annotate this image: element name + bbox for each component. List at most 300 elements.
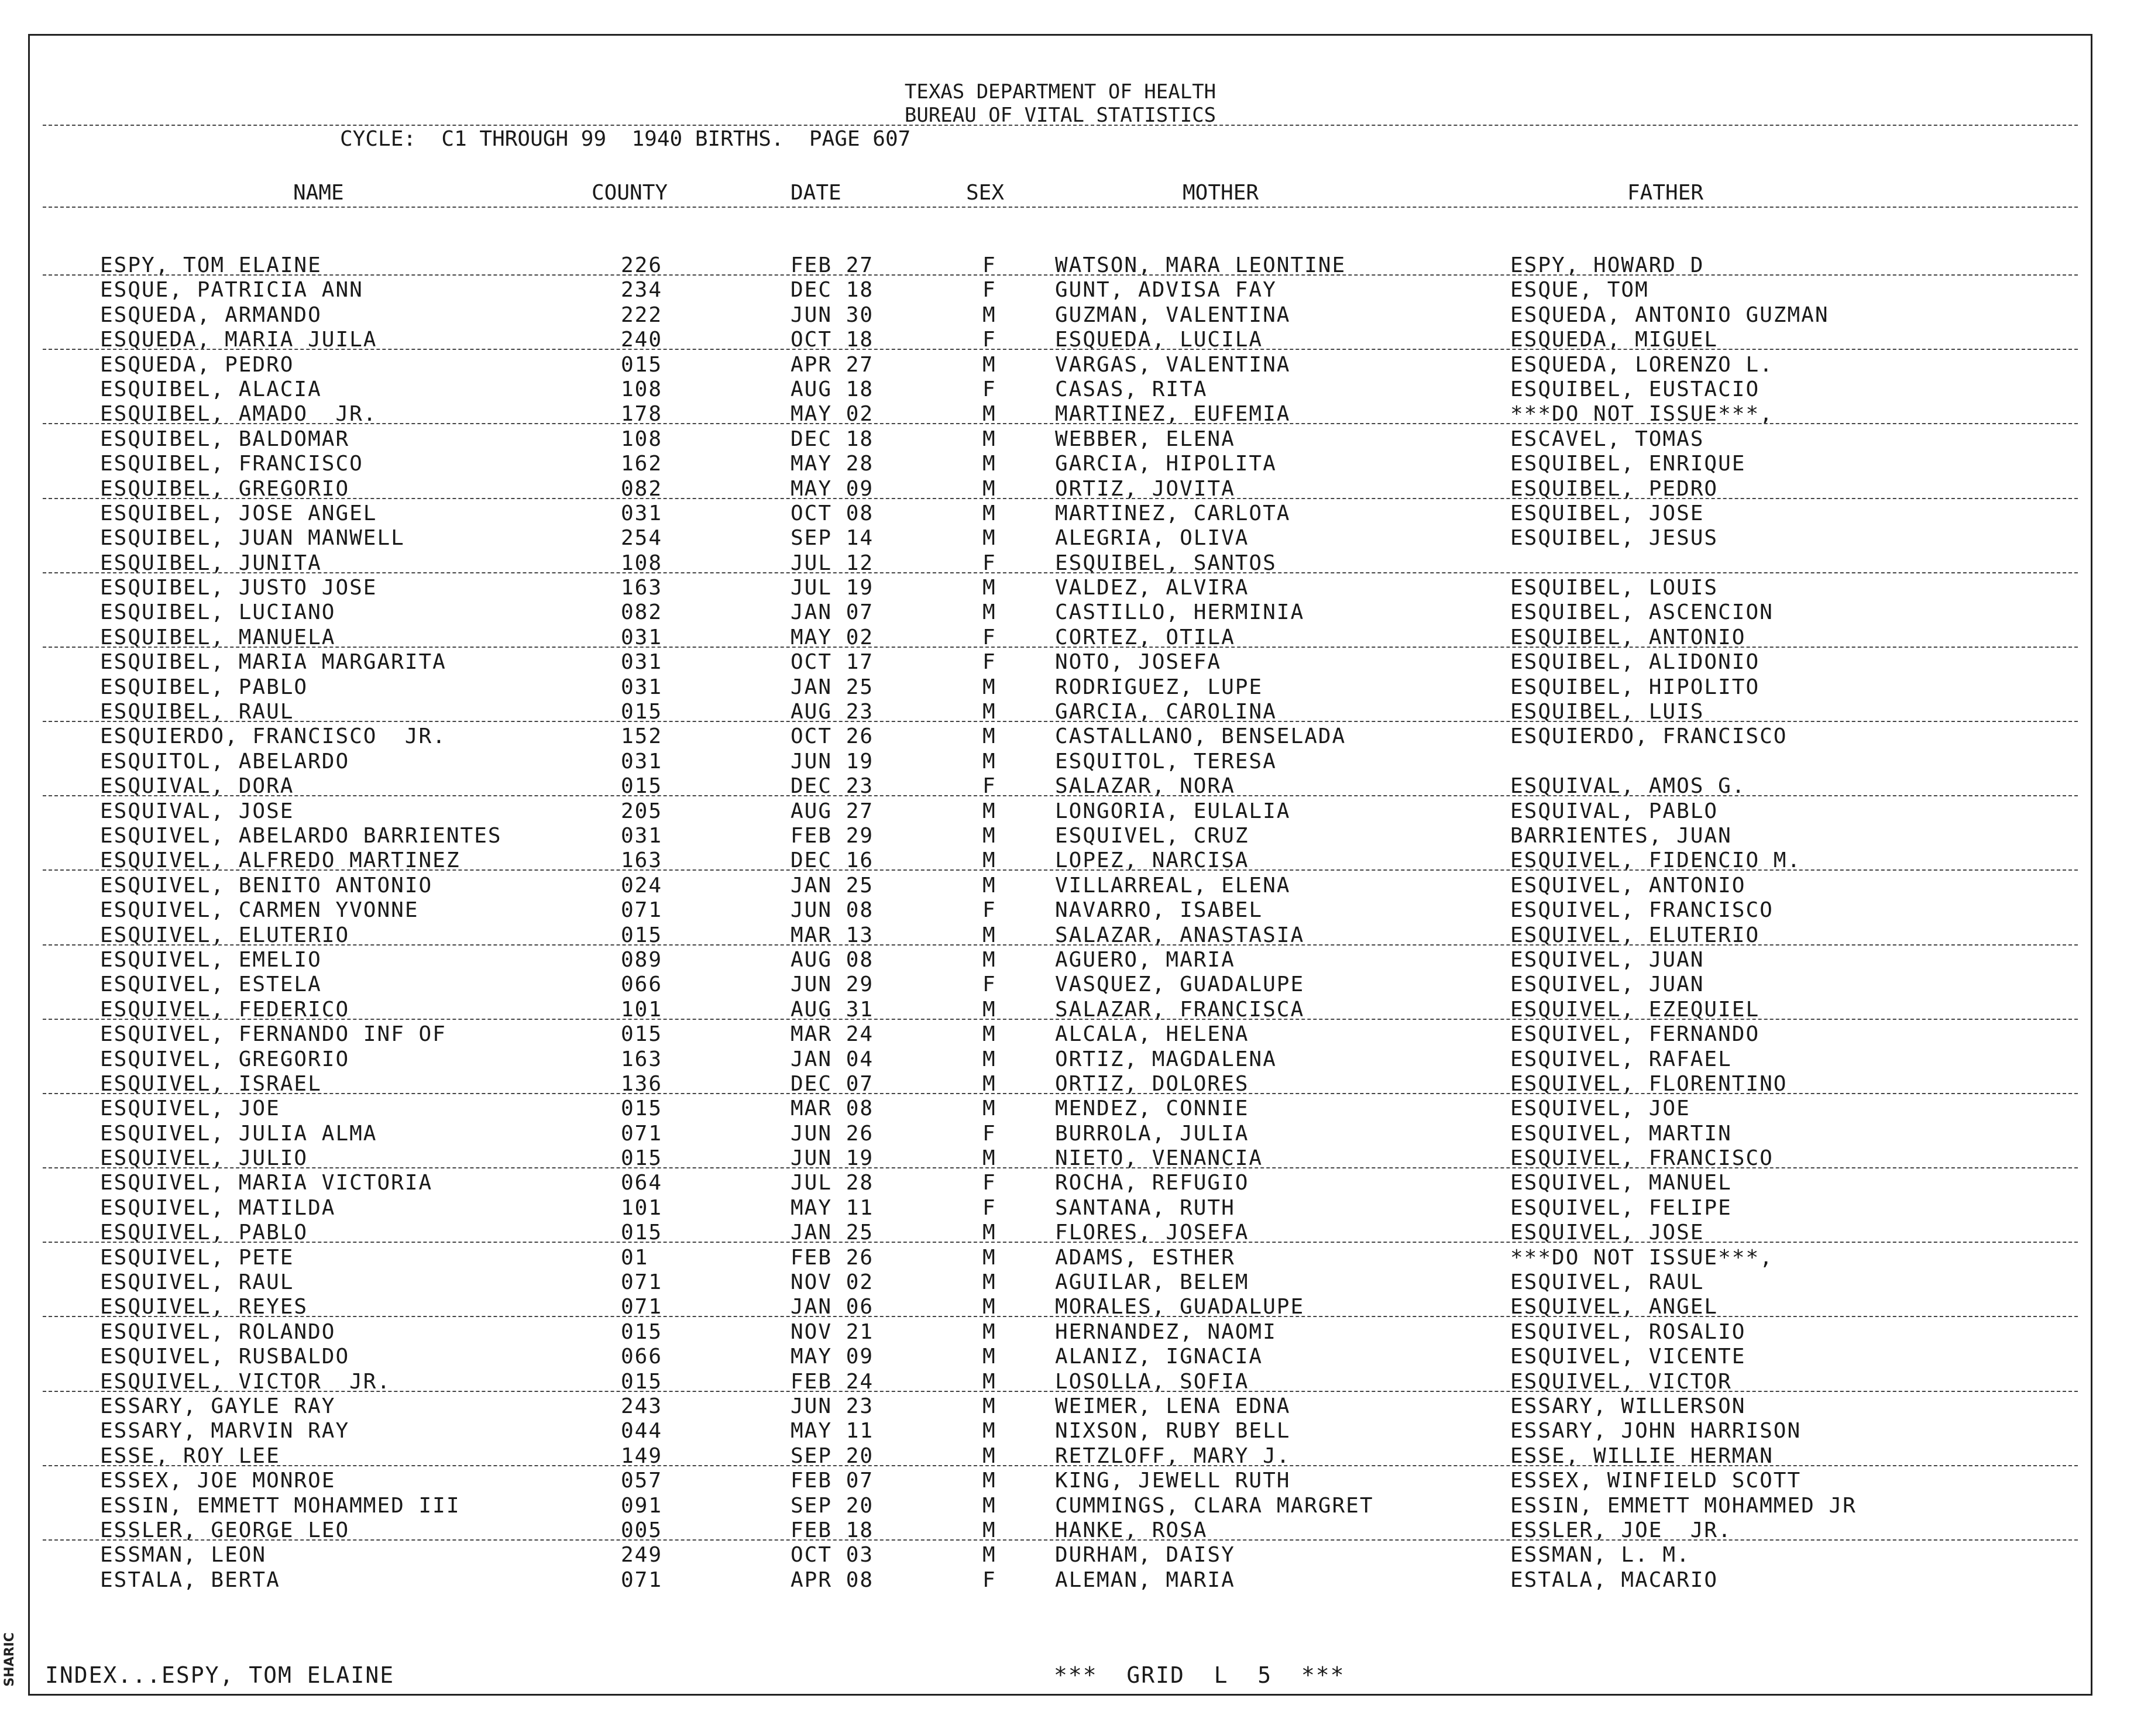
record-sex: F	[982, 1195, 996, 1220]
record-date: OCT 18	[791, 328, 874, 352]
record-county: 162	[621, 452, 663, 476]
record-date: MAR 08	[791, 1096, 874, 1121]
record-name: ESQUIVEL, ABELARDO BARRIENTES	[100, 823, 502, 848]
record-sex: M	[982, 1543, 996, 1567]
record-county: 031	[621, 625, 663, 649]
row-divider	[43, 647, 2078, 648]
record-name: ESQUIVEL, PABLO	[100, 1221, 308, 1245]
col-header-sex: SEX	[966, 181, 1005, 205]
record-father: ESQUIBEL, ENRIQUE	[1510, 452, 1746, 476]
record-date: MAY 28	[791, 452, 874, 476]
record-father: ***DO NOT ISSUE***,	[1510, 1245, 1774, 1270]
record-mother: NIXSON, RUBY BELL	[1055, 1419, 1291, 1443]
record-date: NOV 02	[791, 1270, 874, 1295]
record-name: ESQUE, PATRICIA ANN	[100, 278, 363, 302]
record-row	[30, 576, 2091, 600]
record-father: ESQUIVEL, VICTOR	[1510, 1369, 1732, 1394]
record-county: 226	[621, 253, 663, 277]
record-name: ESQUIBEL, MANUELA	[100, 625, 336, 649]
record-row	[30, 278, 2091, 302]
cycle-line: CYCLE: C1 THROUGH 99 1940 BIRTHS. PAGE 607	[340, 127, 911, 151]
record-father: ESSIN, EMMETT MOHAMMED JR	[1510, 1493, 1857, 1518]
record-mother: ORTIZ, MAGDALENA	[1055, 1047, 1277, 1071]
record-row	[30, 427, 2091, 452]
record-county: 031	[621, 675, 663, 699]
record-row	[30, 1072, 2091, 1096]
record-mother: KING, JEWELL RUTH	[1055, 1469, 1291, 1493]
record-county: 234	[621, 278, 663, 302]
header-divider	[43, 207, 2078, 208]
record-county: 101	[621, 997, 663, 1022]
record-sex: M	[982, 476, 996, 501]
record-sex: F	[982, 278, 996, 302]
record-sex: M	[982, 799, 996, 823]
col-header-date: DATE	[791, 181, 841, 205]
record-name: ESQUIBEL, FRANCISCO	[100, 452, 363, 476]
record-date: DEC 18	[791, 427, 874, 451]
record-name: ESQUIVEL, ROLANDO	[100, 1319, 336, 1344]
record-name: ESSMAN, LEON	[100, 1543, 267, 1567]
record-date: FEB 07	[791, 1469, 874, 1493]
record-sex: M	[982, 1469, 996, 1493]
record-county: 089	[621, 947, 663, 972]
record-sex: M	[982, 1319, 996, 1344]
record-county: 243	[621, 1394, 663, 1418]
record-date: OCT 03	[791, 1543, 874, 1567]
footer-index: INDEX...ESPY, TOM ELAINE	[45, 1662, 395, 1688]
record-sex: F	[982, 625, 996, 649]
record-date: JUN 30	[791, 302, 874, 327]
record-county: 015	[621, 923, 663, 947]
record-mother: NOTO, JOSEFA	[1055, 650, 1222, 675]
record-sex: M	[982, 1518, 996, 1542]
col-header-father: FATHER	[1627, 181, 1704, 205]
row-divider	[43, 423, 2078, 424]
record-date: AUG 31	[791, 997, 874, 1022]
record-row	[30, 948, 2091, 972]
record-father: ESQUIVEL, FRANCISCO	[1510, 898, 1774, 923]
records-list	[30, 253, 2091, 1593]
record-county: 031	[621, 501, 663, 525]
record-name: ESQUIBEL, JOSE ANGEL	[100, 501, 377, 525]
record-county: 163	[621, 576, 663, 600]
record-father: ESQUEDA, MIGUEL	[1510, 328, 1719, 352]
record-name: ESQUITOL, ABELARDO	[100, 749, 350, 774]
record-name: ESSE, ROY LEE	[100, 1443, 280, 1468]
record-father: ESQUIVEL, JOE	[1510, 1096, 1690, 1121]
record-sex: F	[982, 551, 996, 575]
record-mother: SANTANA, RUTH	[1055, 1195, 1235, 1220]
record-name: ESQUIBEL, GREGORIO	[100, 476, 350, 501]
record-mother: CASTILLO, HERMINIA	[1055, 600, 1305, 625]
record-father: ESQUEDA, LORENZO L.	[1510, 352, 1774, 377]
record-name: ESQUIBEL, ALACIA	[100, 377, 322, 401]
record-father: ESSARY, WILLERSON	[1510, 1394, 1746, 1418]
record-name: ESQUIVEL, CARMEN YVONNE	[100, 898, 419, 923]
record-county: 057	[621, 1469, 663, 1493]
record-date: OCT 08	[791, 501, 874, 525]
record-county: 015	[621, 1221, 663, 1245]
record-county: 015	[621, 352, 663, 377]
record-name: ESSIN, EMMETT MOHAMMED III	[100, 1493, 461, 1518]
record-sex: M	[982, 501, 996, 525]
record-county: 108	[621, 377, 663, 401]
record-date: OCT 17	[791, 650, 874, 675]
record-date: FEB 29	[791, 823, 874, 848]
record-mother: ALEMAN, MARIA	[1055, 1567, 1235, 1592]
record-row	[30, 750, 2091, 774]
record-date: JAN 25	[791, 675, 874, 699]
record-name: ESQUIVEL, ESTELA	[100, 972, 322, 997]
record-date: SEP 14	[791, 526, 874, 551]
record-sex: F	[982, 1121, 996, 1146]
record-row	[30, 1444, 2091, 1469]
record-mother: ORTIZ, JOVITA	[1055, 476, 1235, 501]
record-row	[30, 625, 2091, 650]
record-mother: LOPEZ, NARCISA	[1055, 848, 1249, 873]
record-county: 071	[621, 898, 663, 923]
record-father: ESSE, WILLIE HERMAN	[1510, 1443, 1774, 1468]
record-date: MAY 11	[791, 1419, 874, 1443]
record-county: 091	[621, 1493, 663, 1518]
record-sex: M	[982, 526, 996, 551]
record-date: FEB 18	[791, 1518, 874, 1542]
record-mother: LOSOLLA, SOFIA	[1055, 1369, 1249, 1394]
record-date: OCT 26	[791, 724, 874, 749]
row-divider	[43, 1242, 2078, 1243]
record-row	[30, 1394, 2091, 1419]
record-mother: CORTEZ, OTILA	[1055, 625, 1235, 649]
record-mother: BURROLA, JULIA	[1055, 1121, 1249, 1146]
record-mother: ALCALA, HELENA	[1055, 1022, 1249, 1047]
record-name: ESSARY, GAYLE RAY	[100, 1394, 336, 1418]
record-row	[30, 353, 2091, 377]
record-name: ESQUIVEL, MARIA VICTORIA	[100, 1171, 433, 1195]
record-father: ESQUIERDO, FRANCISCO	[1510, 724, 1788, 749]
record-row	[30, 328, 2091, 352]
record-county: 031	[621, 650, 663, 675]
record-sex: M	[982, 1221, 996, 1245]
record-name: ESQUIVEL, FEDERICO	[100, 997, 350, 1022]
record-mother: MARTINEZ, CARLOTA	[1055, 501, 1291, 525]
record-name: ESQUIVAL, JOSE	[100, 799, 294, 823]
record-county: 178	[621, 402, 663, 427]
record-sex: M	[982, 1493, 996, 1518]
record-mother: ROCHA, REFUGIO	[1055, 1171, 1249, 1195]
record-county: 005	[621, 1518, 663, 1542]
record-county: 015	[621, 1096, 663, 1121]
record-mother: GUNT, ADVISA FAY	[1055, 278, 1277, 302]
record-father: ESQUIBEL, EUSTACIO	[1510, 377, 1760, 401]
record-sex: F	[982, 377, 996, 401]
record-mother: FLORES, JOSEFA	[1055, 1221, 1249, 1245]
record-row	[30, 1295, 2091, 1319]
record-name: ESSEX, JOE MONROE	[100, 1469, 336, 1493]
record-name: ESQUIBEL, MARIA MARGARITA	[100, 650, 446, 675]
record-mother: SALAZAR, ANASTASIA	[1055, 923, 1305, 947]
record-row	[30, 824, 2091, 848]
record-date: DEC 07	[791, 1071, 874, 1096]
record-county: 071	[621, 1121, 663, 1146]
record-county: 249	[621, 1543, 663, 1567]
record-county: 024	[621, 873, 663, 898]
record-sex: M	[982, 1394, 996, 1418]
record-name: ESQUEDA, PEDRO	[100, 352, 294, 377]
record-county: 015	[621, 1146, 663, 1171]
record-father: ESQUIVEL, FLORENTINO	[1510, 1071, 1788, 1096]
record-sex: M	[982, 302, 996, 327]
record-county: 015	[621, 700, 663, 724]
record-father: ESQUIBEL, PEDRO	[1510, 476, 1719, 501]
record-sex: M	[982, 1245, 996, 1270]
record-county: 082	[621, 600, 663, 625]
record-name: ESPY, TOM ELAINE	[100, 253, 322, 277]
record-date: APR 27	[791, 352, 874, 377]
record-mother: NAVARRO, ISABEL	[1055, 898, 1263, 923]
record-sex: M	[982, 1345, 996, 1369]
record-row	[30, 526, 2091, 551]
record-row	[30, 972, 2091, 997]
record-sex: M	[982, 1096, 996, 1121]
record-date: JUN 08	[791, 898, 874, 923]
record-sex: M	[982, 923, 996, 947]
record-date: JUN 19	[791, 749, 874, 774]
record-row	[30, 1146, 2091, 1171]
record-date: DEC 18	[791, 278, 874, 302]
record-row	[30, 501, 2091, 526]
record-row	[30, 1320, 2091, 1345]
row-divider	[43, 1539, 2078, 1541]
record-date: MAY 02	[791, 625, 874, 649]
record-mother: WATSON, MARA LEONTINE	[1055, 253, 1346, 277]
record-name: ESSARY, MARVIN RAY	[100, 1419, 350, 1443]
record-mother: ESQUIBEL, SANTOS	[1055, 551, 1277, 575]
record-row	[30, 1518, 2091, 1543]
record-county: 015	[621, 1022, 663, 1047]
record-row	[30, 600, 2091, 625]
record-mother: ESQUEDA, LUCILA	[1055, 328, 1263, 352]
row-divider	[43, 869, 2078, 871]
record-date: AUG 08	[791, 947, 874, 972]
record-row	[30, 1171, 2091, 1195]
record-row	[30, 551, 2091, 576]
row-divider	[43, 1465, 2078, 1466]
record-name: ESQUIVEL, JOE	[100, 1096, 280, 1121]
record-father: ESQUIVEL, RAFAEL	[1510, 1047, 1732, 1071]
record-date: JUN 29	[791, 972, 874, 997]
record-mother: SALAZAR, NORA	[1055, 774, 1235, 799]
record-sex: F	[982, 650, 996, 675]
record-date: MAY 09	[791, 476, 874, 501]
record-father: ESQUIBEL, JOSE	[1510, 501, 1705, 525]
record-sex: F	[982, 328, 996, 352]
row-divider	[43, 274, 2078, 276]
record-sex: M	[982, 947, 996, 972]
record-sex: M	[982, 1270, 996, 1295]
record-name: ESQUIBEL, PABLO	[100, 675, 308, 699]
record-father: ESQUIBEL, ASCENCION	[1510, 600, 1774, 625]
record-row	[30, 1345, 2091, 1369]
record-sex: M	[982, 1369, 996, 1394]
record-date: JUN 19	[791, 1146, 874, 1171]
record-sex: F	[982, 1171, 996, 1195]
record-mother: WEIMER, LENA EDNA	[1055, 1394, 1291, 1418]
record-name: ESQUIBEL, JUNITA	[100, 551, 322, 575]
record-mother: MARTINEZ, EUFEMIA	[1055, 402, 1291, 427]
record-name: ESQUIVEL, PETE	[100, 1245, 294, 1270]
record-name: ESQUIVEL, RUSBALDO	[100, 1345, 350, 1369]
record-mother: HANKE, ROSA	[1055, 1518, 1208, 1542]
record-row	[30, 1196, 2091, 1221]
row-divider	[43, 1316, 2078, 1317]
record-mother: NIETO, VENANCIA	[1055, 1146, 1263, 1171]
record-county: 136	[621, 1071, 663, 1096]
record-sex: M	[982, 1443, 996, 1468]
record-row	[30, 650, 2091, 675]
record-sex: M	[982, 352, 996, 377]
record-name: ESQUIBEL, JUAN MANWELL	[100, 526, 405, 551]
record-mother: CASTALLANO, BENSELADA	[1055, 724, 1346, 749]
record-father: ESSEX, WINFIELD SCOTT	[1510, 1469, 1802, 1493]
record-row	[30, 1246, 2091, 1270]
record-mother: SALAZAR, FRANCISCA	[1055, 997, 1305, 1022]
record-name: ESQUIBEL, AMADO JR.	[100, 402, 377, 427]
record-mother: ALEGRIA, OLIVA	[1055, 526, 1249, 551]
record-county: 071	[621, 1270, 663, 1295]
record-mother: WEBBER, ELENA	[1055, 427, 1235, 451]
record-mother: CASAS, RITA	[1055, 377, 1208, 401]
record-row	[30, 898, 2091, 923]
record-name: ESQUIBEL, LUCIANO	[100, 600, 336, 625]
record-mother: HERNANDEZ, NAOMI	[1055, 1319, 1277, 1344]
record-county: 222	[621, 302, 663, 327]
record-mother: ORTIZ, DOLORES	[1055, 1071, 1249, 1096]
record-mother: LONGORIA, EULALIA	[1055, 799, 1291, 823]
record-date: JAN 04	[791, 1047, 874, 1071]
record-date: FEB 24	[791, 1369, 874, 1394]
record-row	[30, 1047, 2091, 1072]
record-row	[30, 1122, 2091, 1146]
record-county: 064	[621, 1171, 663, 1195]
record-date: DEC 16	[791, 848, 874, 873]
record-date: AUG 18	[791, 377, 874, 401]
record-father: ESSLER, JOE JR.	[1510, 1518, 1732, 1542]
record-mother: MENDEZ, CONNIE	[1055, 1096, 1249, 1121]
record-date: DEC 23	[791, 774, 874, 799]
record-date: FEB 27	[791, 253, 874, 277]
record-father: ESQUIBEL, ANTONIO	[1510, 625, 1746, 649]
record-father: ESQUIVEL, ANTONIO	[1510, 873, 1746, 898]
divider-line	[43, 125, 2078, 126]
record-row	[30, 477, 2091, 501]
record-name: ESQUIVEL, VICTOR JR.	[100, 1369, 391, 1394]
record-sex: M	[982, 700, 996, 724]
record-father: ESQUIVEL, JUAN	[1510, 972, 1705, 997]
record-sex: F	[982, 972, 996, 997]
record-mother: ALANIZ, IGNACIA	[1055, 1345, 1263, 1369]
record-sex: M	[982, 1047, 996, 1071]
header-subtitle: BUREAU OF VITAL STATISTICS	[904, 104, 1217, 127]
record-sex: M	[982, 427, 996, 451]
record-father: ESQUIVEL, RAUL	[1510, 1270, 1705, 1295]
record-name: ESQUIVEL, JULIA ALMA	[100, 1121, 377, 1146]
record-county: 044	[621, 1419, 663, 1443]
record-row	[30, 1022, 2091, 1047]
record-mother: VILLARREAL, ELENA	[1055, 873, 1291, 898]
row-divider	[43, 572, 2078, 573]
record-father: ESQUIVEL, FERNANDO	[1510, 1022, 1760, 1047]
record-name: ESQUIVEL, FERNANDO INF OF	[100, 1022, 446, 1047]
record-sex: F	[982, 253, 996, 277]
record-sex: M	[982, 873, 996, 898]
col-header-name: NAME	[293, 181, 344, 205]
record-date: MAR 24	[791, 1022, 874, 1047]
record-date: SEP 20	[791, 1493, 874, 1518]
record-name: ESQUEDA, ARMANDO	[100, 302, 322, 327]
record-name: ESQUIBEL, RAUL	[100, 700, 294, 724]
footer-grid: *** GRID L 5 ***	[1054, 1662, 1345, 1688]
record-father: ESQUIBEL, JESUS	[1510, 526, 1719, 551]
document-frame	[28, 34, 2092, 1696]
record-row	[30, 1543, 2091, 1567]
record-row	[30, 848, 2091, 873]
record-date: APR 08	[791, 1567, 874, 1592]
header-title: TEXAS DEPARTMENT OF HEALTH	[904, 80, 1217, 104]
record-sex: M	[982, 1295, 996, 1319]
record-name: ESQUIBEL, BALDOMAR	[100, 427, 350, 451]
record-father: ***DO NOT ISSUE***,	[1510, 402, 1774, 427]
record-mother: AGUERO, MARIA	[1055, 947, 1235, 972]
record-county: 071	[621, 1295, 663, 1319]
record-county: 015	[621, 1369, 663, 1394]
record-sex: M	[982, 452, 996, 476]
record-father: ESQUIVEL, ELUTERIO	[1510, 923, 1760, 947]
record-county: 149	[621, 1443, 663, 1468]
row-divider	[43, 349, 2078, 350]
row-divider	[43, 944, 2078, 946]
record-name: ESQUIVEL, MATILDA	[100, 1195, 336, 1220]
row-divider	[43, 721, 2078, 722]
record-father: ESQUIBEL, LOUIS	[1510, 576, 1719, 600]
record-name: ESQUIVEL, GREGORIO	[100, 1047, 350, 1071]
record-mother: GARCIA, CAROLINA	[1055, 700, 1277, 724]
record-county: 015	[621, 774, 663, 799]
record-row	[30, 799, 2091, 824]
record-sex: M	[982, 600, 996, 625]
side-label: SHARIC	[2, 1632, 17, 1687]
record-county: 015	[621, 1319, 663, 1344]
col-header-county: COUNTY	[592, 181, 668, 205]
record-sex: M	[982, 1071, 996, 1096]
record-father: ESCAVEL, TOMAS	[1510, 427, 1705, 451]
record-sex: M	[982, 749, 996, 774]
record-sex: F	[982, 774, 996, 799]
record-sex: M	[982, 848, 996, 873]
record-county: 205	[621, 799, 663, 823]
record-father: ESQUIVEL, FRANCISCO	[1510, 1146, 1774, 1171]
record-sex: M	[982, 402, 996, 427]
record-mother: ESQUITOL, TERESA	[1055, 749, 1277, 774]
record-father: ESQUIVEL, MANUEL	[1510, 1171, 1732, 1195]
record-name: ESTALA, BERTA	[100, 1567, 280, 1592]
record-father: ESPY, HOWARD D	[1510, 253, 1705, 277]
record-father: ESQUIVEL, EZEQUIEL	[1510, 997, 1760, 1022]
record-county: 101	[621, 1195, 663, 1220]
record-mother: VALDEZ, ALVIRA	[1055, 576, 1249, 600]
record-county: 082	[621, 476, 663, 501]
record-name: ESQUIVEL, JULIO	[100, 1146, 308, 1171]
record-date: NOV 21	[791, 1319, 874, 1344]
